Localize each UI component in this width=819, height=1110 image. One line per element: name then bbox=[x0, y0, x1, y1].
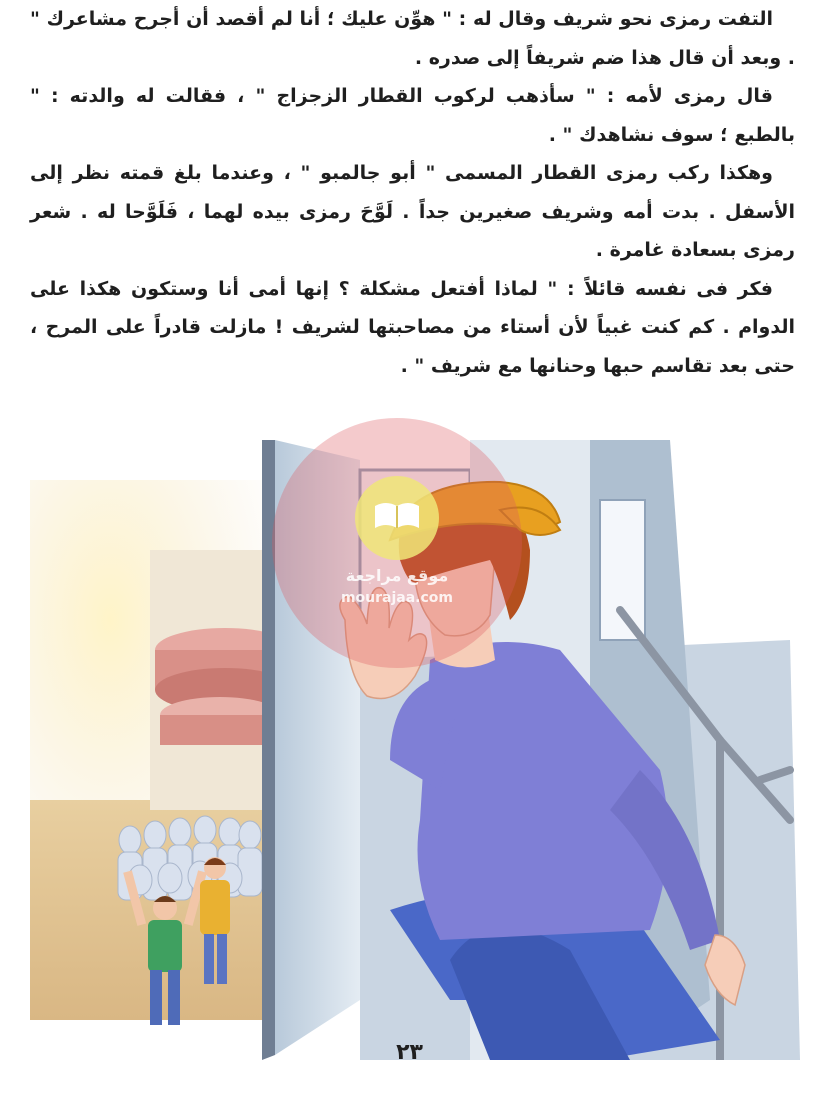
paragraph-4: فكر فى نفسه قائلاً : " لماذا أفتعل مشكلة ؟ إنها أمى أنا وستكون هكذا على الدوام . كم كنت غبياً لأن أستاء من مصاحبتها لشريف ! مازلت قادراً على المرح ، حتى بعد تقاسم حبها وحنانها مع شريف " . bbox=[30, 277, 795, 377]
site-watermark bbox=[272, 418, 522, 668]
book-icon bbox=[355, 476, 439, 560]
watermark-latin: mourajaa.com bbox=[340, 590, 454, 606]
paragraph-3: وهكذا ركب رمزى القطار المسمى " أبو جالمبو " ، وعندما بلغ قمته نظر إلى الأسفل . بدت أمه وشريف صغيرين جداً . لَوَّحَ رمزى بيده لهما ، فَلَوَّحا له . شعر رمزى بسعادة غامرة . bbox=[30, 162, 795, 261]
watermark-arabic: موقع مراجعة bbox=[345, 566, 449, 585]
paragraph-2: قال رمزى لأمه : " سأذهب لركوب القطار الزجزاج " ، فقالت له والدته : " بالطبع ؛ سوف نشاهدك " . bbox=[30, 85, 795, 146]
paragraph-1: التفت رمزى نحو شريف وقال له : " هوِّن عليك ؛ أنا لم أقصد أن أجرح مشاعرك " . وبعد أن قال هذا ضم شريفاً إلى صدره . bbox=[30, 8, 795, 69]
page-number: ٢٣ bbox=[396, 1040, 423, 1065]
story-text bbox=[30, 0, 795, 385]
